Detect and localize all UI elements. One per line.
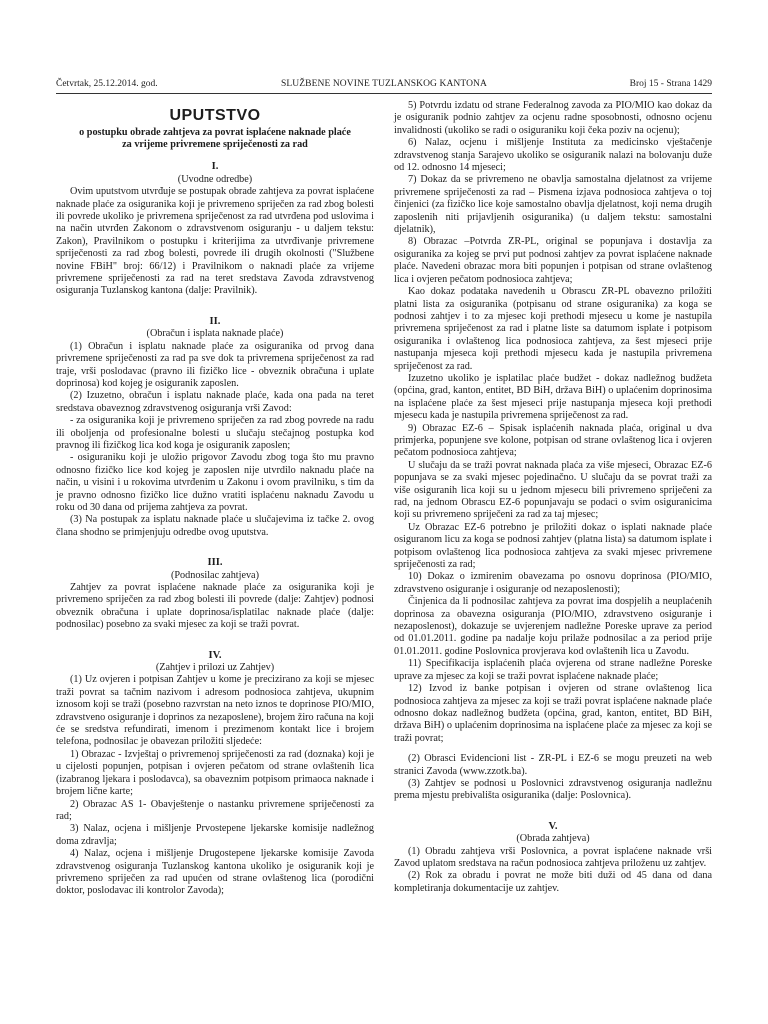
paragraph: (3) Zahtjev se podnosi u Poslovnici zdravstvenog osiguranja nadležnu prema mjestu prebivališta osiguranika (dalje: Poslovnica). bbox=[394, 777, 712, 802]
document-title: UPUTSTVO bbox=[169, 107, 261, 124]
list-item: 1) Obrazac - Izvještaj o privremenoj spriječenosti za rad (doznaka) koji je u cijelosti popunjen, potpisan i ovjeren pečatom od strane ovlaštenih lica (izabranog ljekara i poslodavca), sa obaveznim potpisom primaoca naknade i brojem lične karte; bbox=[56, 748, 374, 798]
section-title-4: (Zahtjev i prilozi uz Zahtjev) bbox=[155, 662, 275, 674]
paragraph: (2) Izuzetno, obračun i isplatu naknade plaće, kada ona pada na teret sredstava obaveznog zdravstvenog osiguranja vrši Zavod: bbox=[56, 390, 374, 414]
header-date: Četvrtak, 25.12.2014. god. bbox=[56, 79, 158, 89]
document-subtitle-line-2: za vrijeme privremene spriječenosti za rad bbox=[122, 139, 308, 151]
list-item: 10) Dokaz o izmirenim obavezama po osnovu doprinosa (PIO/MIO, zdravstveno osiguranje i osiguranje od nezaposlenosti); bbox=[394, 571, 712, 595]
section-title-2: (Obračun i isplata naknade plaće) bbox=[146, 328, 284, 340]
list-item: 3) Nalaz, ocjena i mišljenje Prvostepene ljekarske komisije nadležnog doma zdravlja; bbox=[56, 823, 374, 847]
section-title-5: (Obrada zahtjeva) bbox=[516, 833, 590, 845]
section-number-3: III. bbox=[207, 557, 223, 569]
section-number-5: V. bbox=[548, 820, 558, 832]
paragraph: (3) Na postupak za isplatu naknade plaće u slučajevima iz tačke 2. ovog člana shodno se primjenjuju odredbe ovog uputstva. bbox=[56, 514, 374, 538]
bullet-item: - osiguraniku koji je uložio prigovor Zavodu zbog toga što mu pravno odnosno fizičko lice kod kojeg je zaposlen nije utvrdilo naknadu plaće na način, u visini i u rokovima utvrđenim u Zakonu i ovom pravilniku, s tim da je pravno odnosno fizičko lice dužno vratiti isplaćenu naknadu Zavodu u roku od 30 dana od prijema zahtjeva za povrat. bbox=[56, 452, 374, 513]
paragraph: U slučaju da se traži povrat naknada plaća za više mjeseci, Obrazac EZ-6 popunjava se za svaki mjesec pojedinačno. U slučaju da se povrat traži za više osiguranih lica koji su u jednom mjesecu bili privremeno spriječeni za rad, na jednom Obrascu EZ-6 popunjavaju se podaci o svim osiguranicima koji su privremeno spriječeni za rad za taj mjesec; bbox=[394, 459, 712, 521]
paragraph: (2) Obrasci Evidencioni list - ZR-PL i EZ-6 se mogu preuzeti na web stranici Zavoda (www.zzotk.ba). bbox=[394, 753, 712, 777]
list-item: 4) Nalaz, ocjena i mišljenje Drugostepene ljekarske komisije Zavoda zdravstvenog osiguranja Tuzlanskog kantona ukoliko je osiguranik koji je privremeno spriječen za rad upućen od strane ovlaštenog lica (porodični doktor, poslodavac ili kontrolor Zavoda); bbox=[56, 848, 374, 897]
list-item: 11) Specifikacija isplaćenih plaća ovjerena od strane nadležne Poreske uprave za mjesec za koji se traži povrat isplaćene naknade plaće; bbox=[394, 658, 712, 682]
header-rule bbox=[56, 93, 712, 94]
paragraph: Kao dokaz podataka navedenih u Obrascu ZR-PL obavezno priložiti platni lista za osiguranika (potpisanu od strane osiguranika) za koga se podnosi zahtjev i to za mjesec koji prethodi mjesecu u kome je nastupila privremena spriječenost za rad i platne liste sa datumom isplate i potpisom osiguranika i ovlaštenog lica podnosioca zahtjeva, za šest mjeseci prije nastupanja mjeseca koji prethodi mjesecu kada je nastupila privremena spriječenost za rad. bbox=[394, 286, 712, 372]
paragraph: (1) Obračun i isplatu naknade plaće za osiguranika od prvog dana privremene spriječenosti za rad pa sve dok ta privremena spriječenost za rad traje, vrši poslodavac (pravno ili fizičko lice - obveznik obračuna i uplate doprinosa) kod kojeg je osiguranik zaposlen. bbox=[56, 340, 374, 389]
list-item: 12) Izvod iz banke potpisan i ovjeren od strane ovlaštenog lica podnosioca zahtjeva za mjesec za koji se traži povrat isplaćene naknade plaće odnosno dokaz nadležnog budžeta (općina, grad, kanton, entitet, BD BiH, država BiH) o uplaćenim doprinosima na isplaćene plaće za mjesec za koji se traži povrat; bbox=[394, 683, 712, 744]
section-number-1: I. bbox=[211, 161, 219, 173]
paragraph: (1) Uz ovjeren i potpisan Zahtjev u kome je precizirano za koji se mjesec traži povrat sa tačnim nazivom i adresom podnosioca zahtjeva, ukupnim iznosom koji se traži (posebno razvrstan na neto iznos te doprinose PIO/MIO, zdravstveno osiguranje i doprinos za nezaposlene), brojem žiro računa na koji će se sredstva refundirati, imenom i prezimenom kontakt lice i brojem telefona, podnosilac je obavezan priložiti sljedeće: bbox=[56, 674, 374, 748]
list-item: 2) Obrazac AS 1- Obavještenje o nastanku privremene spriječenosti za rad; bbox=[56, 798, 374, 822]
bullet-item: - za osiguranika koji je privremeno spriječen za rad zbog povrede na radu ili oboljenja od profesionalne bolesti u slučaju stečajnog postupka kod pravnog ili fizičkog lica kod koga je osiguranik zaposlen; bbox=[56, 415, 374, 451]
list-item: 8) Obrazac –Potvrda ZR-PL, original se popunjava i dostavlja za osiguranika za kojeg se prvi put podnosi zahtjev za povrat isplaćene naknade plaće. Navedeni obrazac mora biti popunjen i potpisan od strane ovlaštenog lica i ovjeren pečatom podnosioca zahtjeva; bbox=[394, 236, 712, 285]
section-number-4: IV. bbox=[208, 649, 222, 661]
paragraph: (1) Obradu zahtjeva vrši Poslovnica, a povrat isplaćene naknade vrši Zavod uplatom sredstava na račun podnosioca zahtjeva priloženu uz zahtjev. bbox=[394, 845, 712, 869]
left-column bbox=[56, 100, 374, 898]
paragraph: (2) Rok za obradu i povrat ne može biti duži od 45 dana od dana kompletiranja dokumentacije uz zahtjev. bbox=[394, 870, 712, 894]
list-item: 6) Nalaz, ocjenu i mišljenje Instituta za medicinsko vještačenje zdravstvenog stanja Sarajevo ukoliko se osiguranik nalazi na bolovanju duže od 12. odnosno 14 mjeseci; bbox=[394, 137, 712, 174]
header-page-number: Broj 15 - Strana 1429 bbox=[629, 79, 712, 89]
paragraph: Izuzetno ukoliko je isplatilac plaće budžet - dokaz nadležnog budžeta (općina, grad, kanton, entitet, BD BiH, država BiH) o uplaćenim doprinosima na isplaćene plaće za šest mjeseci prije nastupanja mjeseca koji prethodi mjesecu kada je nastupila privremena spriječenost za rad. bbox=[394, 372, 712, 422]
list-item: 9) Obrazac EZ-6 – Spisak isplaćenih naknada plaća, original u dva primjerka, popunjene sve kolone, potpisan od strane ovlaštenog lica i ovjeren pečatom podnosioca zahtjeva; bbox=[394, 422, 712, 459]
document-subtitle-line-1: o postupku obrade zahtjeva za povrat isplaćene naknade plaće bbox=[79, 127, 351, 138]
section-title-1: (Uvodne odredbe) bbox=[177, 173, 253, 185]
paragraph: Uz Obrazac EZ-6 potrebno je priložiti dokaz o isplati naknade plaće osiguranom licu za koga se podnosi zahtjev (platna lista) sa datumom isplate i potpisom ovlaštenog lica podnosioca zahtjeva za svaki mjesec privremene spriječenosti za rad; bbox=[394, 521, 712, 571]
paragraph: Zahtjev za povrat isplaćene naknade plaće za osiguranika koji je privremeno spriječen za rad zbog bolesti ili povrede (dalje: Zahtjev) podnosi obveznik obračuna i uplate doprinosa/isplatilac naknade plaće (dalje: podnosilac) posebno za svaki mjesec za koji se traži povrat. bbox=[56, 582, 374, 631]
paragraph: Činjenica da li podnosilac zahtjeva za povrat ima dospjelih a neuplaćenih doprinosa za obavezna osiguranja (PIO/MIO, zdravstveno osiguranje i nezaposlenost), dokazuje se uvjerenjem nadležne Poreske uprave za period od 01.01.2011. godine pa nadalje koju prilaže podnosilac a za period prije 01.01.2011. godine Poslovnica provjerava kod ovlaštenih lica u Zavodu. bbox=[394, 596, 712, 657]
paragraph: Ovim uputstvom utvrđuje se postupak obrade zahtjeva za povrat isplaćene naknade plaće za osiguranika koji je privremeno spriječen za rad zbog bolesti ili povrede ukoliko je privremena spriječenost za rad utvrđena pod uslovima i na način utvrđen Zakonom o zdravstvenom osiguranju - u daljem tekstu: Zakon), Pravilnikom o postupku i kriterijima za utvrđivanje privremene spriječenosti za rad zbog bolesti, povrede ili drugih okolnosti ("Službene novine FBiH" broj: 66/12) i Pravilnikom o naknadi plaće za vrijeme privremene spriječenosti za rad na teret sredstava Zavoda zdravstvenog osiguranja Tuzlanskog kantona (dalje: Pravilnik). bbox=[56, 186, 374, 297]
section-title-3: (Podnosilac zahtjeva) bbox=[171, 569, 259, 581]
list-item: 7) Dokaz da se privremeno ne obavlja samostalna djelatnost za vrijeme privremene spriječenosti za rad – Pismena izjava podnosioca zahtjeva o toj činjenici (za fizičko lice koje samostalno obavlja djelatnost, koji nema drugih zaposlenih niti prijavljenih osiguranika) (u daljem tekstu: samostalni djelatnik), bbox=[394, 174, 712, 236]
right-column bbox=[394, 100, 712, 895]
section-number-2: II. bbox=[209, 315, 221, 327]
list-item: 5) Potvrdu izdatu od strane Federalnog zavoda za PIO/MIO kao dokaz da je osiguranik podnio zahtjev za ocjenu radne sposobnosti, odnosno ocjenu invalidnosti (ukoliko se radi o osiguraniku koji čeka poziv na ocjenu); bbox=[394, 100, 712, 136]
header-publication: SLUŽBENE NOVINE TUZLANSKOG KANTONA bbox=[281, 79, 487, 89]
page-header bbox=[56, 77, 712, 91]
